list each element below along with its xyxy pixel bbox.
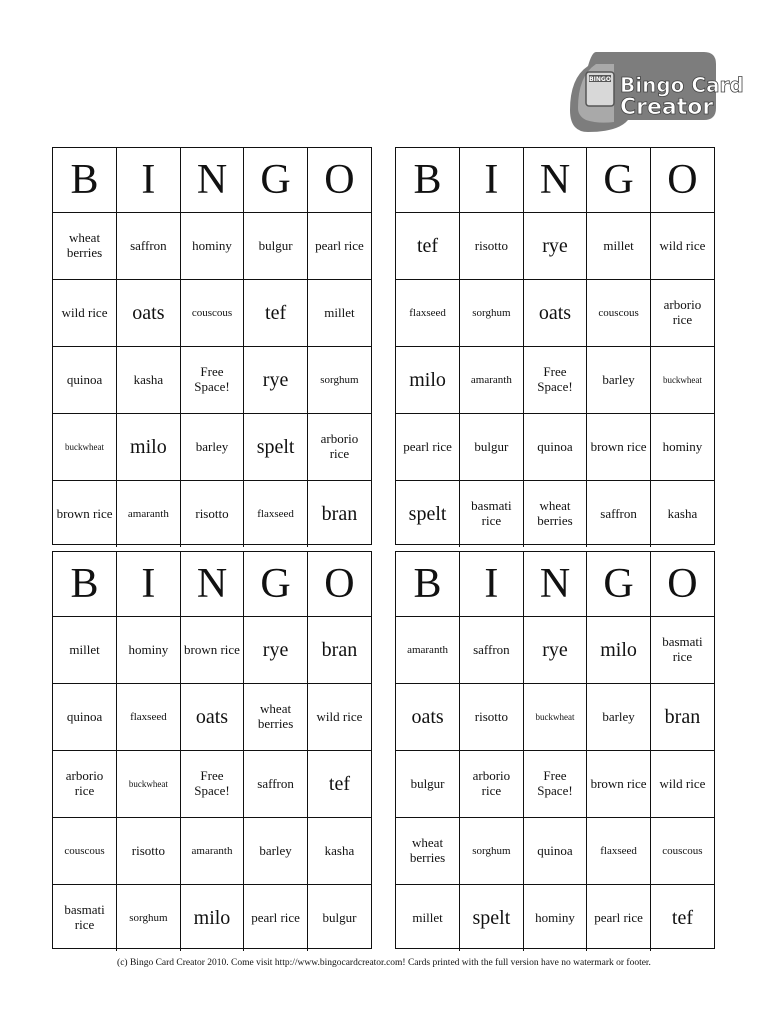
bingo-cell: arborio rice — [650, 280, 714, 347]
bingo-cell: couscous — [53, 818, 117, 885]
bingo-cell: basmati rice — [53, 885, 117, 952]
free-space-cell: Free Space! — [180, 751, 244, 818]
bingo-cell: milo — [180, 885, 244, 952]
header-letter: N — [180, 148, 244, 213]
bingo-cell: oats — [117, 280, 181, 347]
bingo-cell: sorghum — [460, 280, 524, 347]
logo — [568, 48, 744, 134]
card-row — [53, 684, 371, 751]
card-row — [396, 280, 714, 347]
bingo-card-4 — [395, 551, 715, 949]
header-row — [53, 552, 371, 617]
card-row — [396, 885, 714, 952]
bingo-cell: quinoa — [523, 818, 587, 885]
bingo-cell: flaxseed — [396, 280, 460, 347]
bingo-cell: kasha — [117, 347, 181, 414]
bingo-cell: saffron — [460, 617, 524, 684]
bingo-cell: saffron — [244, 751, 308, 818]
bingo-cell: risotto — [460, 684, 524, 751]
bingo-cell: millet — [587, 213, 651, 280]
bingo-card-1 — [52, 147, 372, 545]
bingo-cell: quinoa — [523, 414, 587, 481]
bingo-cell: bulgur — [307, 885, 371, 952]
bingo-cell: wild rice — [650, 751, 714, 818]
card-row — [53, 280, 371, 347]
header-letter: G — [244, 552, 308, 617]
card-row — [396, 481, 714, 548]
header-letter: O — [650, 148, 714, 213]
bingo-cell: arborio rice — [460, 751, 524, 818]
header-letter: I — [460, 552, 524, 617]
card-row — [396, 818, 714, 885]
card-row — [53, 818, 371, 885]
card-row — [396, 751, 714, 818]
bingo-cell: risotto — [117, 818, 181, 885]
bingo-cell: rye — [244, 347, 308, 414]
bingo-cell: risotto — [460, 213, 524, 280]
bingo-grid — [53, 148, 371, 547]
bingo-cell: brown rice — [180, 617, 244, 684]
card-row — [396, 684, 714, 751]
bingo-cell: amaranth — [117, 481, 181, 548]
bingo-cell: wheat berries — [244, 684, 308, 751]
bingo-cell: milo — [117, 414, 181, 481]
bingo-cell: millet — [396, 885, 460, 952]
header-letter: O — [650, 552, 714, 617]
bingo-cell: pearl rice — [244, 885, 308, 952]
bingo-cell: tef — [244, 280, 308, 347]
bingo-cell: pearl rice — [396, 414, 460, 481]
bingo-cell: wheat berries — [523, 481, 587, 548]
bingo-grid — [396, 148, 714, 547]
bingo-cell: sorghum — [307, 347, 371, 414]
header-letter: B — [396, 552, 460, 617]
card-row — [53, 213, 371, 280]
bingo-cell: tef — [396, 213, 460, 280]
bingo-cell: oats — [523, 280, 587, 347]
card-row — [396, 617, 714, 684]
card-row — [53, 347, 371, 414]
free-space-cell: Free Space! — [523, 751, 587, 818]
bingo-cell: flaxseed — [244, 481, 308, 548]
bingo-cell: brown rice — [587, 414, 651, 481]
bingo-cell: amaranth — [460, 347, 524, 414]
bingo-cell: quinoa — [53, 684, 117, 751]
bingo-cell: couscous — [180, 280, 244, 347]
logo-line1: Bingo Card — [620, 73, 744, 97]
bingo-cell: saffron — [117, 213, 181, 280]
bingo-cell: quinoa — [53, 347, 117, 414]
bingo-cell: brown rice — [587, 751, 651, 818]
header-letter: N — [523, 552, 587, 617]
free-space-cell: Free Space! — [523, 347, 587, 414]
header-letter: B — [53, 552, 117, 617]
header-row — [53, 148, 371, 213]
bingo-cell: barley — [244, 818, 308, 885]
bingo-cell: buckwheat — [117, 751, 181, 818]
bingo-cell: wheat berries — [53, 213, 117, 280]
bingo-cell: kasha — [650, 481, 714, 548]
header-letter: G — [587, 148, 651, 213]
footer-text: (c) Bingo Card Creator 2010. Come visit http://www.bingocardcreator.com! Cards printed with the full version have no watermark or footer. — [117, 958, 651, 968]
bingo-cell: risotto — [180, 481, 244, 548]
header-letter: B — [396, 148, 460, 213]
bingo-cell: rye — [244, 617, 308, 684]
bingo-cell: couscous — [587, 280, 651, 347]
bingo-cell: tef — [650, 885, 714, 952]
bingo-cell: bulgur — [396, 751, 460, 818]
card-row — [396, 347, 714, 414]
header-letter: I — [117, 148, 181, 213]
card-row — [53, 751, 371, 818]
bingo-cell: bran — [650, 684, 714, 751]
bingo-cell: oats — [396, 684, 460, 751]
bingo-cell: saffron — [587, 481, 651, 548]
bingo-card-3 — [52, 551, 372, 949]
bingo-cell: milo — [396, 347, 460, 414]
bingo-cell: buckwheat — [53, 414, 117, 481]
header-letter: G — [244, 148, 308, 213]
header-letter: O — [307, 552, 371, 617]
header-letter: I — [460, 148, 524, 213]
bingo-card-logo-icon — [568, 48, 744, 134]
card-row — [53, 617, 371, 684]
bingo-cell: bran — [307, 481, 371, 548]
header-row — [396, 552, 714, 617]
bingo-cell: wheat berries — [396, 818, 460, 885]
bingo-cell: sorghum — [460, 818, 524, 885]
header-letter: N — [523, 148, 587, 213]
bingo-cell: wild rice — [650, 213, 714, 280]
header-letter: G — [587, 552, 651, 617]
bingo-card-2 — [395, 147, 715, 545]
bingo-cell: rye — [523, 213, 587, 280]
bingo-cell: oats — [180, 684, 244, 751]
bingo-cell: hominy — [523, 885, 587, 952]
bingo-cell: spelt — [396, 481, 460, 548]
header-letter: N — [180, 552, 244, 617]
bingo-cell: flaxseed — [587, 818, 651, 885]
bingo-cell: arborio rice — [53, 751, 117, 818]
bingo-cell: buckwheat — [523, 684, 587, 751]
card-row — [53, 414, 371, 481]
bingo-cell: rye — [523, 617, 587, 684]
bingo-cell: arborio rice — [307, 414, 371, 481]
bingo-cell: barley — [587, 347, 651, 414]
bingo-cell: amaranth — [180, 818, 244, 885]
bingo-cell: spelt — [460, 885, 524, 952]
bingo-cell: millet — [53, 617, 117, 684]
bingo-cell: basmati rice — [460, 481, 524, 548]
bingo-grid — [396, 552, 714, 951]
card-row — [396, 213, 714, 280]
bingo-cell: bran — [307, 617, 371, 684]
bingo-cell: wild rice — [307, 684, 371, 751]
bingo-cell: hominy — [650, 414, 714, 481]
header-letter: B — [53, 148, 117, 213]
bingo-cell: kasha — [307, 818, 371, 885]
bingo-cell: milo — [587, 617, 651, 684]
bingo-grid — [53, 552, 371, 951]
bingo-cell: hominy — [117, 617, 181, 684]
bingo-cell: flaxseed — [117, 684, 181, 751]
bingo-cell: tef — [307, 751, 371, 818]
bingo-cell: barley — [587, 684, 651, 751]
bingo-cell: wild rice — [53, 280, 117, 347]
bingo-cell: couscous — [650, 818, 714, 885]
logo-line2: Creator — [620, 95, 714, 120]
card-row — [396, 414, 714, 481]
logo-badge: BINGO — [589, 76, 611, 83]
bingo-cell: hominy — [180, 213, 244, 280]
bingo-cell: bulgur — [460, 414, 524, 481]
header-row — [396, 148, 714, 213]
bingo-cell: basmati rice — [650, 617, 714, 684]
header-letter: O — [307, 148, 371, 213]
bingo-cell: barley — [180, 414, 244, 481]
bingo-cell: pearl rice — [587, 885, 651, 952]
bingo-cell: brown rice — [53, 481, 117, 548]
bingo-cell: pearl rice — [307, 213, 371, 280]
card-row — [53, 885, 371, 952]
bingo-cell: amaranth — [396, 617, 460, 684]
free-space-cell: Free Space! — [180, 347, 244, 414]
header-letter: I — [117, 552, 181, 617]
bingo-cell: sorghum — [117, 885, 181, 952]
bingo-cell: spelt — [244, 414, 308, 481]
card-row — [53, 481, 371, 548]
bingo-cell: buckwheat — [650, 347, 714, 414]
bingo-cell: bulgur — [244, 213, 308, 280]
bingo-cell: millet — [307, 280, 371, 347]
